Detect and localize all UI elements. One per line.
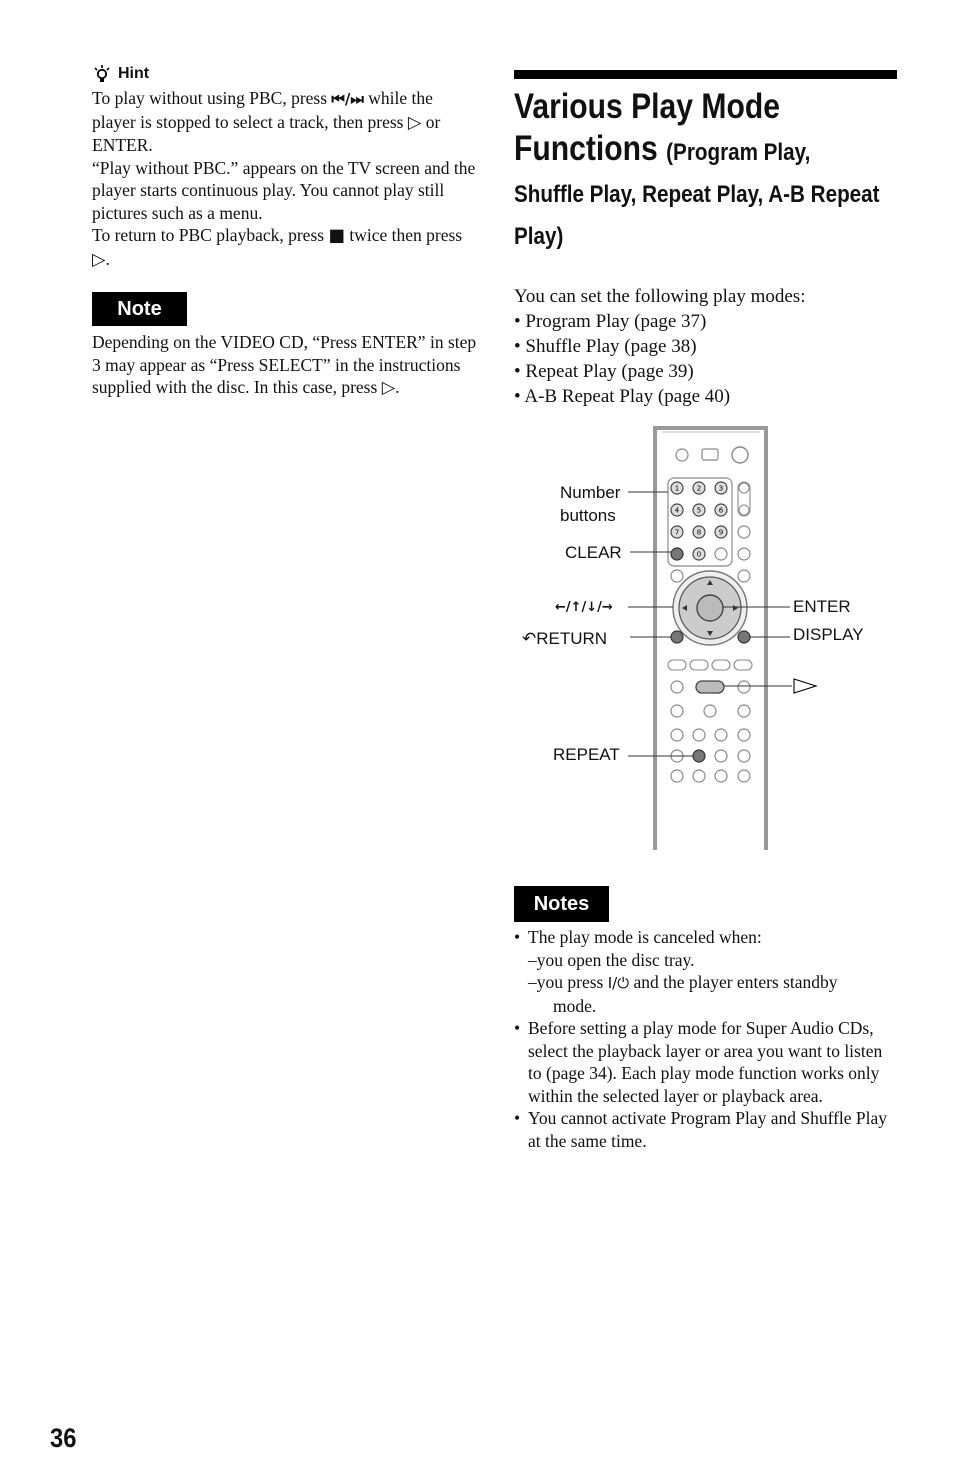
title-line-2: [514, 128, 858, 174]
digit-label: 1: [674, 484, 680, 493]
note-subitem: –you open the disc tray.: [528, 949, 695, 970]
list-item: • Shuffle Play (page 38): [514, 334, 730, 359]
hint-text: twice then press: [345, 225, 463, 245]
notes-list: [514, 926, 899, 1152]
list-item: • Repeat Play (page 39): [514, 359, 730, 384]
remote-button: [712, 660, 730, 670]
play-button: [696, 681, 724, 693]
power-button: [732, 447, 748, 463]
subtitle-line-2: Shuffle Play, Repeat Play, A-B Repeat: [514, 181, 880, 208]
remote-button: [671, 681, 683, 693]
remote-button: [738, 681, 750, 693]
play-icon: ▷: [407, 112, 422, 133]
volume-rocker: [738, 482, 750, 516]
digit-label: 6: [718, 506, 724, 515]
remote-button: [671, 705, 683, 717]
note-text: Depending on the VIDEO CD, “Press ENTER” in step 3 may appear as “Press SELECT” in the instructions supplied with the disc. In this case, press: [92, 332, 477, 397]
remote-button: [671, 770, 683, 782]
subtitle-line-3: Play): [514, 223, 564, 250]
digit-label: 0: [696, 550, 702, 559]
clear-button: [671, 548, 683, 560]
remote-button: [715, 750, 727, 762]
enter-button: [697, 595, 723, 621]
remote-button: [668, 660, 686, 670]
list-item: • Program Play (page 37): [514, 309, 730, 334]
pause-button: [704, 705, 716, 717]
remote-button: [738, 548, 750, 560]
remote-button: [690, 660, 708, 670]
return-button: [671, 631, 683, 643]
hint-text: or ENTER.: [92, 111, 441, 155]
note-subitem: [528, 971, 899, 995]
section-title: [514, 86, 914, 258]
digit-label: 5: [696, 506, 702, 515]
digit-label: 8: [696, 528, 702, 537]
digit-label: 2: [696, 484, 702, 493]
note-body: [92, 331, 477, 400]
remote-button: [738, 570, 750, 582]
label-return: ↶RETURN: [522, 629, 608, 648]
note-subitem-text: and the player enters standby: [629, 972, 838, 992]
title-functions: Functions: [514, 129, 658, 168]
page-number: 36: [50, 1423, 77, 1453]
remote-button: [738, 526, 750, 538]
play-icon: ▷: [381, 378, 396, 398]
label-number-buttons: [560, 481, 620, 527]
hint-heading: [92, 64, 149, 84]
remote-button: [715, 548, 727, 560]
hint-paragraph-3: [92, 224, 477, 271]
section-rule: [514, 70, 897, 79]
remote-button: [693, 729, 705, 741]
remote-button: [671, 570, 683, 582]
hint-text: To play without using PBC, press: [92, 88, 332, 108]
remote-button: [702, 449, 718, 460]
repeat-button: [693, 750, 705, 762]
label-text: Number: [560, 483, 621, 502]
remote-button: [734, 660, 752, 670]
note-subitem-text: –you press: [528, 972, 608, 992]
hint-body: [92, 87, 477, 271]
note-text-end: .: [395, 377, 400, 397]
hint-paragraph-2: “Play without PBC.” appears on the TV screen and the player starts continuous play. You cannot play still pictures such as a menu.: [92, 157, 476, 223]
label-repeat: REPEAT: [553, 745, 620, 764]
display-button: [738, 631, 750, 643]
play-modes-list: [514, 309, 730, 409]
subtitle-part-1: (Program Play,: [666, 139, 811, 166]
notes-label: Notes: [514, 886, 609, 922]
play-icon: [794, 679, 816, 693]
note-subitem-text: mode.: [553, 995, 597, 1016]
list-item: [514, 926, 899, 1017]
label-display: DISPLAY: [793, 625, 864, 644]
play-icon: ▷: [92, 249, 106, 270]
label-text: buttons: [560, 506, 616, 525]
remote-button: [676, 449, 688, 461]
prev-next-icon: ⏮/⏭: [331, 90, 364, 108]
hint-text: .: [105, 248, 110, 269]
stop-button: [738, 705, 750, 717]
list-item: • A-B Repeat Play (page 40): [514, 384, 730, 409]
remote-button: [715, 729, 727, 741]
remote-button: [738, 729, 750, 741]
title-line-1: Various Play Mode: [514, 87, 780, 126]
hint-paragraph-1: [92, 87, 477, 157]
digit-label: 3: [718, 484, 724, 493]
list-item: • You cannot activate Program Play and Shuffle Play at the same time.: [514, 1107, 899, 1152]
hint-text: while the player is stopped to select a track, then press: [92, 88, 433, 132]
lightbulb-icon: [92, 64, 112, 84]
label-clear: CLEAR: [565, 543, 622, 562]
hint-text: To return to PBC playback, press: [92, 225, 329, 245]
intro-text: You can set the following play modes:: [514, 286, 806, 307]
remote-button: [671, 729, 683, 741]
remote-button: [738, 770, 750, 782]
digit-label: 4: [674, 506, 680, 515]
remote-button: [693, 770, 705, 782]
list-item: • Before setting a play mode for Super Audio CDs, select the playback layer or area you want to listen to (page 34). Each play mode function works only within the selected layer or playback area.: [514, 1017, 899, 1107]
label-enter: ENTER: [793, 597, 851, 616]
digit-label: 9: [718, 528, 724, 537]
power-icon: I/⏻: [607, 974, 630, 992]
stop-icon: ■: [328, 226, 345, 246]
hint-label: Hint: [118, 65, 150, 82]
label-arrows: ←/↑/↓/→: [555, 600, 613, 615]
digit-label: 7: [674, 528, 680, 537]
note-item-text: The play mode is canceled when:: [528, 927, 762, 947]
remote-button: [715, 770, 727, 782]
note-label: Note: [92, 292, 187, 326]
remote-button: [738, 750, 750, 762]
